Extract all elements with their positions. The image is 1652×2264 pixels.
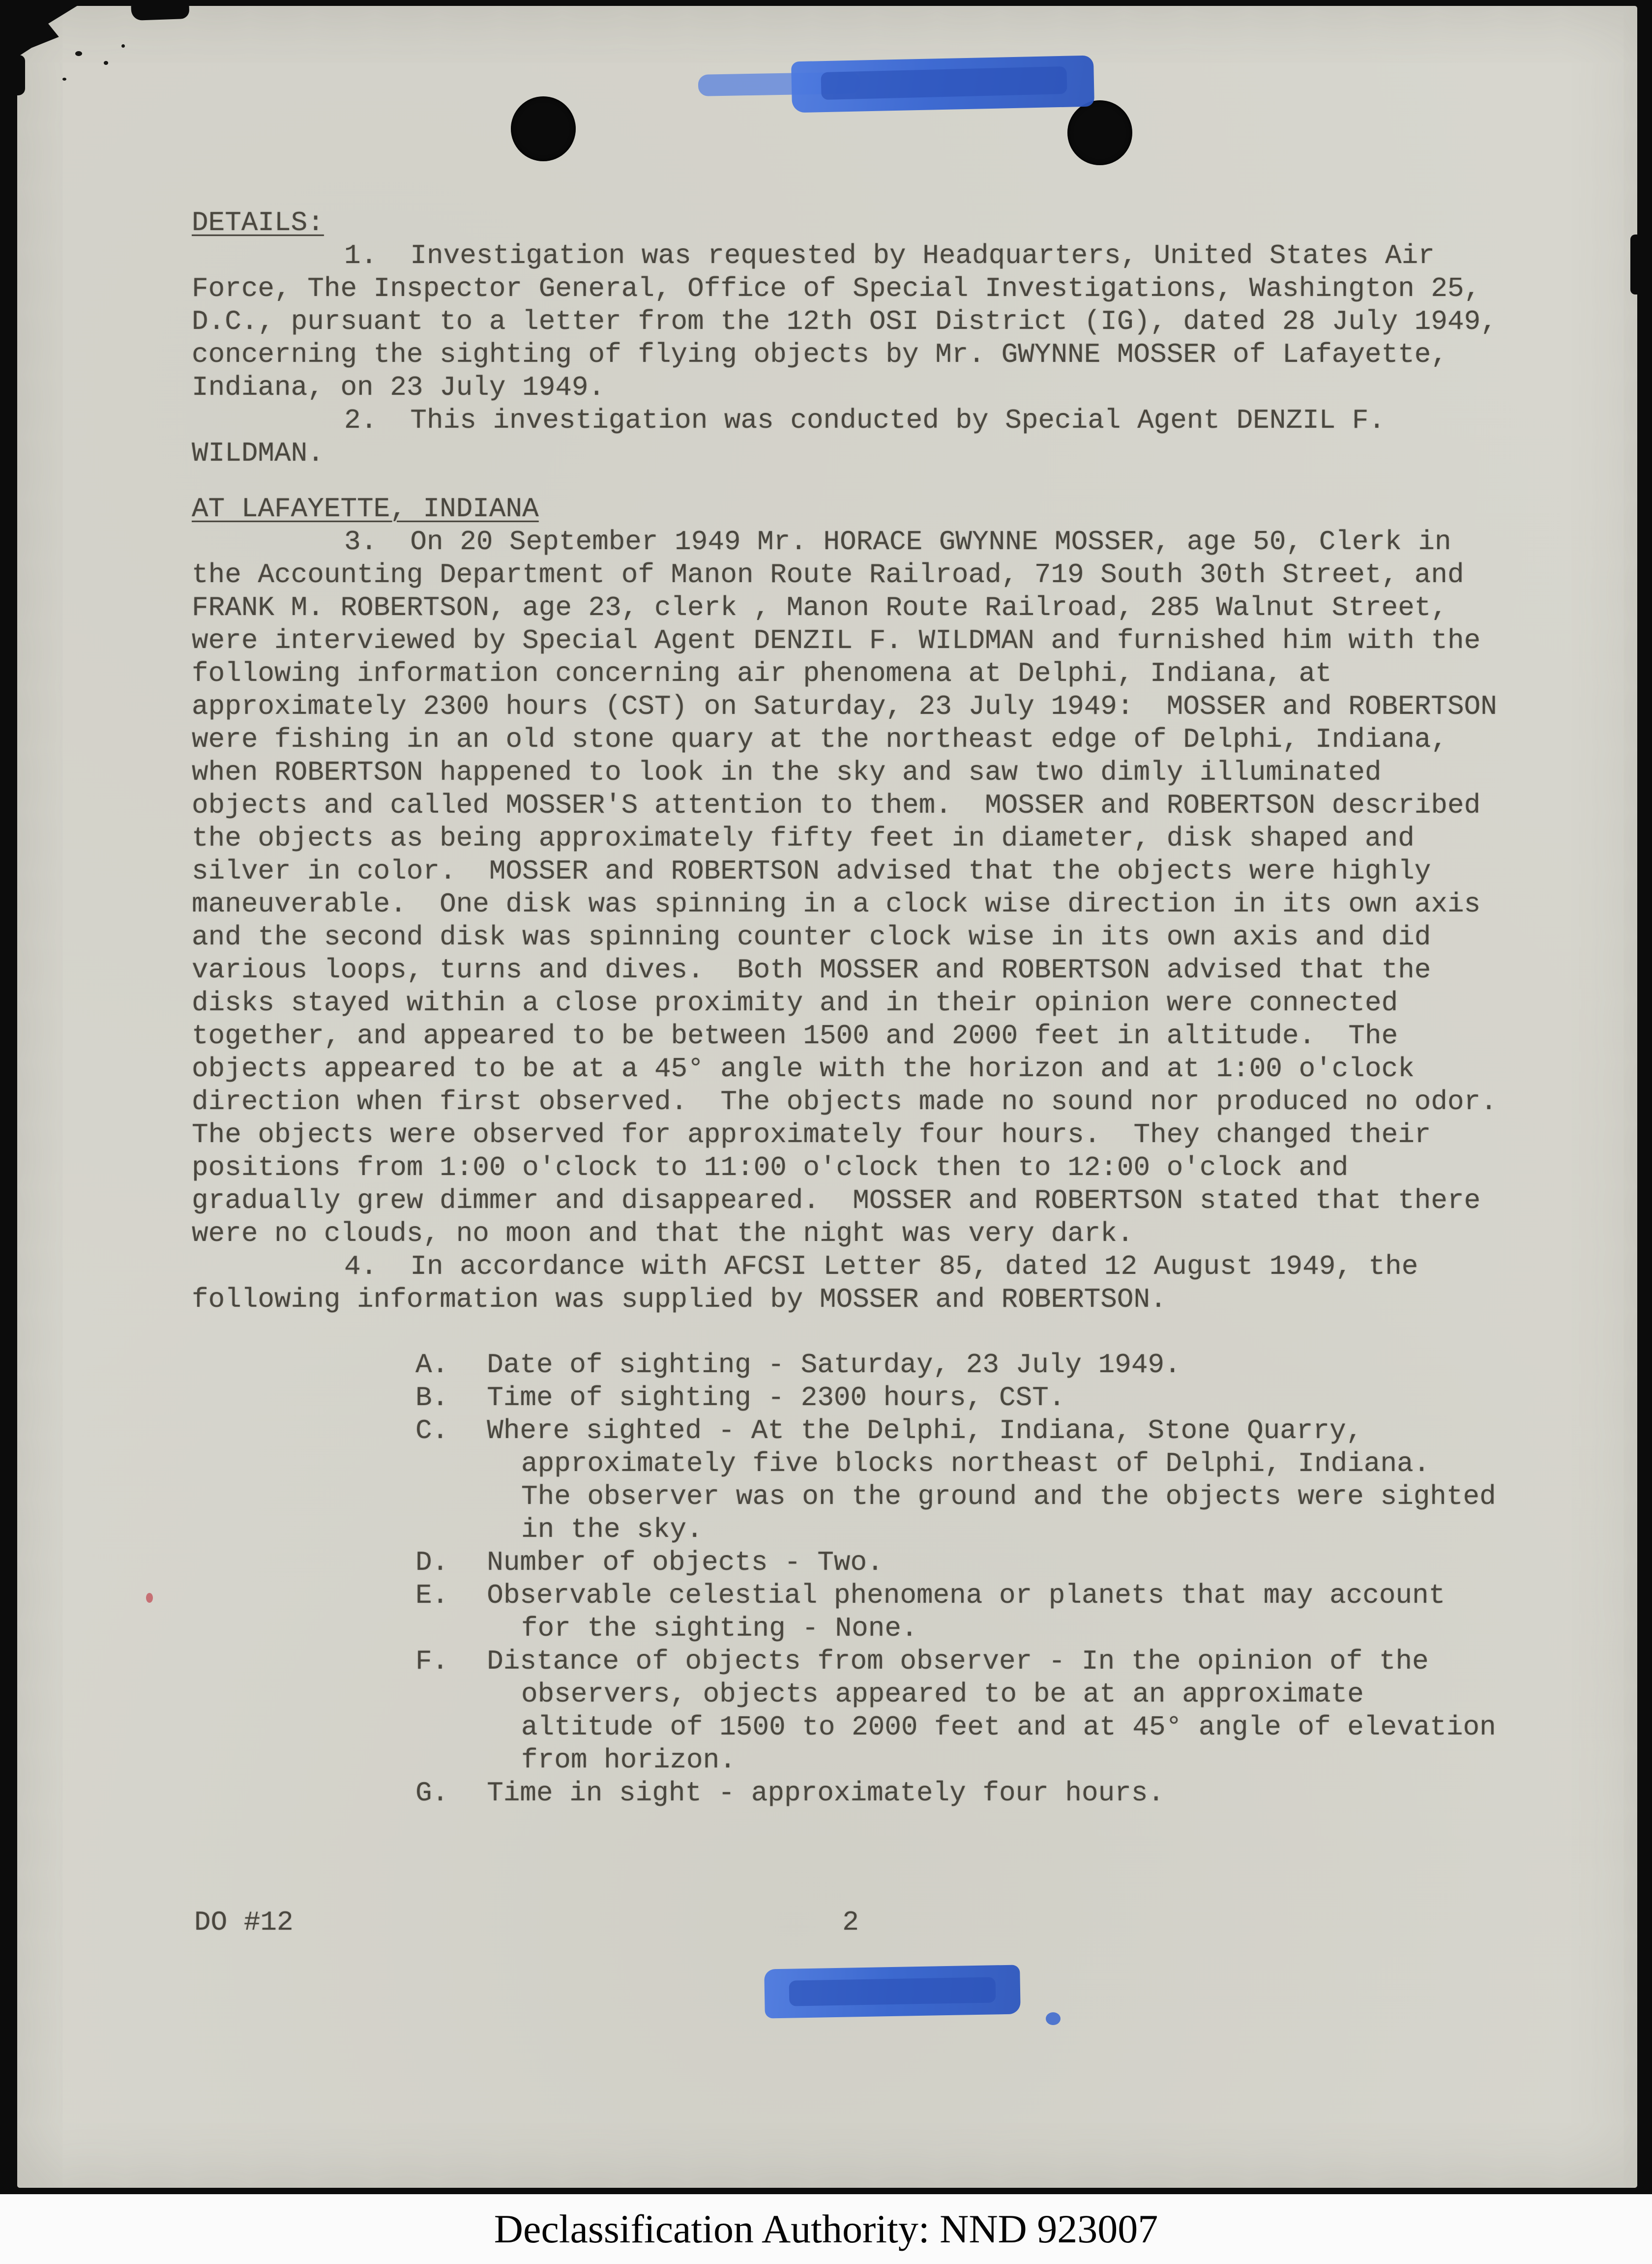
- declassification-strip: [0, 2194, 1652, 2264]
- list-item-letter: C.: [415, 1415, 449, 1446]
- details-heading: DETAILS:: [192, 207, 324, 238]
- list-item-text: Date of sighting - Saturday, 23 July 1949.: [487, 1349, 1181, 1381]
- list-item-c: [415, 1414, 1513, 1546]
- red-speck: [146, 1593, 153, 1603]
- list-item-text: Observable celestial phenomena or planets that may account for the sighting - None.: [487, 1580, 1462, 1644]
- paper-speck: [75, 51, 82, 56]
- document-page: [17, 6, 1637, 2188]
- list-item-text: Where sighted - At the Delphi, Indiana, Stone Quarry, approximately five blocks northeast of Delphi, Indiana. The observer was on the ground and the objects were sighted in the sky.: [487, 1415, 1513, 1545]
- list-item-a: [415, 1349, 1509, 1382]
- paper-speck: [121, 44, 125, 48]
- paragraph-2: 2. This investigation was conducted by Special Agent DENZIL F. WILDMAN.: [192, 405, 1402, 469]
- blue-marker-redaction-bottom: [765, 1964, 1079, 2030]
- torn-edge-top: [131, 4, 190, 21]
- paragraph-1: 1. Investigation was requested by Headquarters, United States Air Force, The Inspector General, Office of Special Investigations, Washington 25, D.C., pursuant to a letter from the 12th OSI District (IG), dated 28 July 1949, concerning the sighting of flying objects by Mr. GWYNNE MOSSER of Lafayette, Indiana, on 23 July 1949.: [192, 240, 1514, 403]
- list-item-letter: F.: [415, 1646, 449, 1677]
- list-item-text: Time of sighting - 2300 hours, CST.: [487, 1382, 1065, 1413]
- paragraph-4: 4. In accordance with AFCSI Letter 85, dated 12 August 1949, the following information was supplied by MOSSER and ROBERTSON.: [192, 1251, 1435, 1315]
- typewritten-content: [192, 6, 1531, 1810]
- marker-stroke: [789, 1977, 996, 2006]
- list-item-letter: E.: [415, 1580, 449, 1611]
- page-number: 2: [842, 1907, 859, 1938]
- list-item-b: [415, 1382, 1509, 1414]
- paper-speck: [62, 78, 66, 81]
- paper-speck: [104, 61, 108, 65]
- list-item-letter: G.: [415, 1777, 449, 1809]
- list-item-g: [415, 1777, 1509, 1810]
- list-item-letter: A.: [415, 1349, 449, 1381]
- torn-edge-left: [16, 55, 25, 95]
- list-item-letter: B.: [415, 1382, 449, 1413]
- list-item-letter: D.: [415, 1547, 449, 1578]
- list-item-text: Number of objects - Two.: [487, 1547, 884, 1578]
- list-item-text: Time in sight - approximately four hours.: [487, 1777, 1165, 1809]
- list-item-d: [415, 1546, 1509, 1579]
- list-item-text: Distance of objects from observer - In the opinion of the observers, objects appeared to be at an approximate altitude of 1500 to 2000 feet and at 45° angle of elevation from horizon.: [487, 1646, 1513, 1776]
- declassification-text: Declassification Authority: NND 923007: [494, 2206, 1158, 2251]
- paragraph-3: 3. On 20 September 1949 Mr. HORACE GWYNNE MOSSER, age 50, Clerk in the Accounting Department of Manon Route Railroad, 719 South 30th Street, and FRANK M. ROBERTSON, age 23, clerk , Manon Route Railroad, 285 Walnut Street, were interviewed by Special Agent DENZIL F. WILDMAN and furnished him with the following information concerning air phenomena at Delphi, Indiana, at approximately 2300 hours (CST) on Saturday, 23 July 1949: MOSSER and ROBERTSON were fishing in an old stone quary at the northeast edge of Delphi, Indiana, when ROBERTSON happened to look in the sky and saw two dimly illuminated objects and called MOSSER'S attention to them. MOSSER and ROBERTSON described the objects as being approximately fifty feet in diameter, disk shaped and silver in color. MOSSER and ROBERTSON advised that the objects were highly maneuverable. One disk was spinning in a clock wise direction in its own axis and the second disk was spinning counter clock wise in its own axis and did various loops, turns and dives. Both MOSSER and ROBERTSON advised that the disks stayed within a close proximity and in their opinion were connected together, and appeared to be between 1500 and 2000 feet in altitude. The objects appeared to be at a 45° angle with the horizon and at 1:00 o'clock direction when first observed. The objects made no sound nor produced no odor. The objects were observed for approximately four hours. They changed their positions from 1:00 o'clock to 11:00 o'clock then to 12:00 o'clock and gradually grew dimmer and disappeared. MOSSER and ROBERTSON stated that there were no clouds, no moon and that the night was very dark.: [192, 526, 1531, 1249]
- list-item-e: [415, 1579, 1509, 1645]
- list-item-f: [415, 1645, 1513, 1777]
- marker-dot: [1046, 2012, 1061, 2025]
- doc-reference: DO #12: [194, 1907, 294, 1938]
- torn-edge-right: [1630, 235, 1638, 294]
- lafayette-subheading: AT LAFAYETTE, INDIANA: [192, 493, 539, 525]
- sighting-detail-list: [415, 1349, 1513, 1810]
